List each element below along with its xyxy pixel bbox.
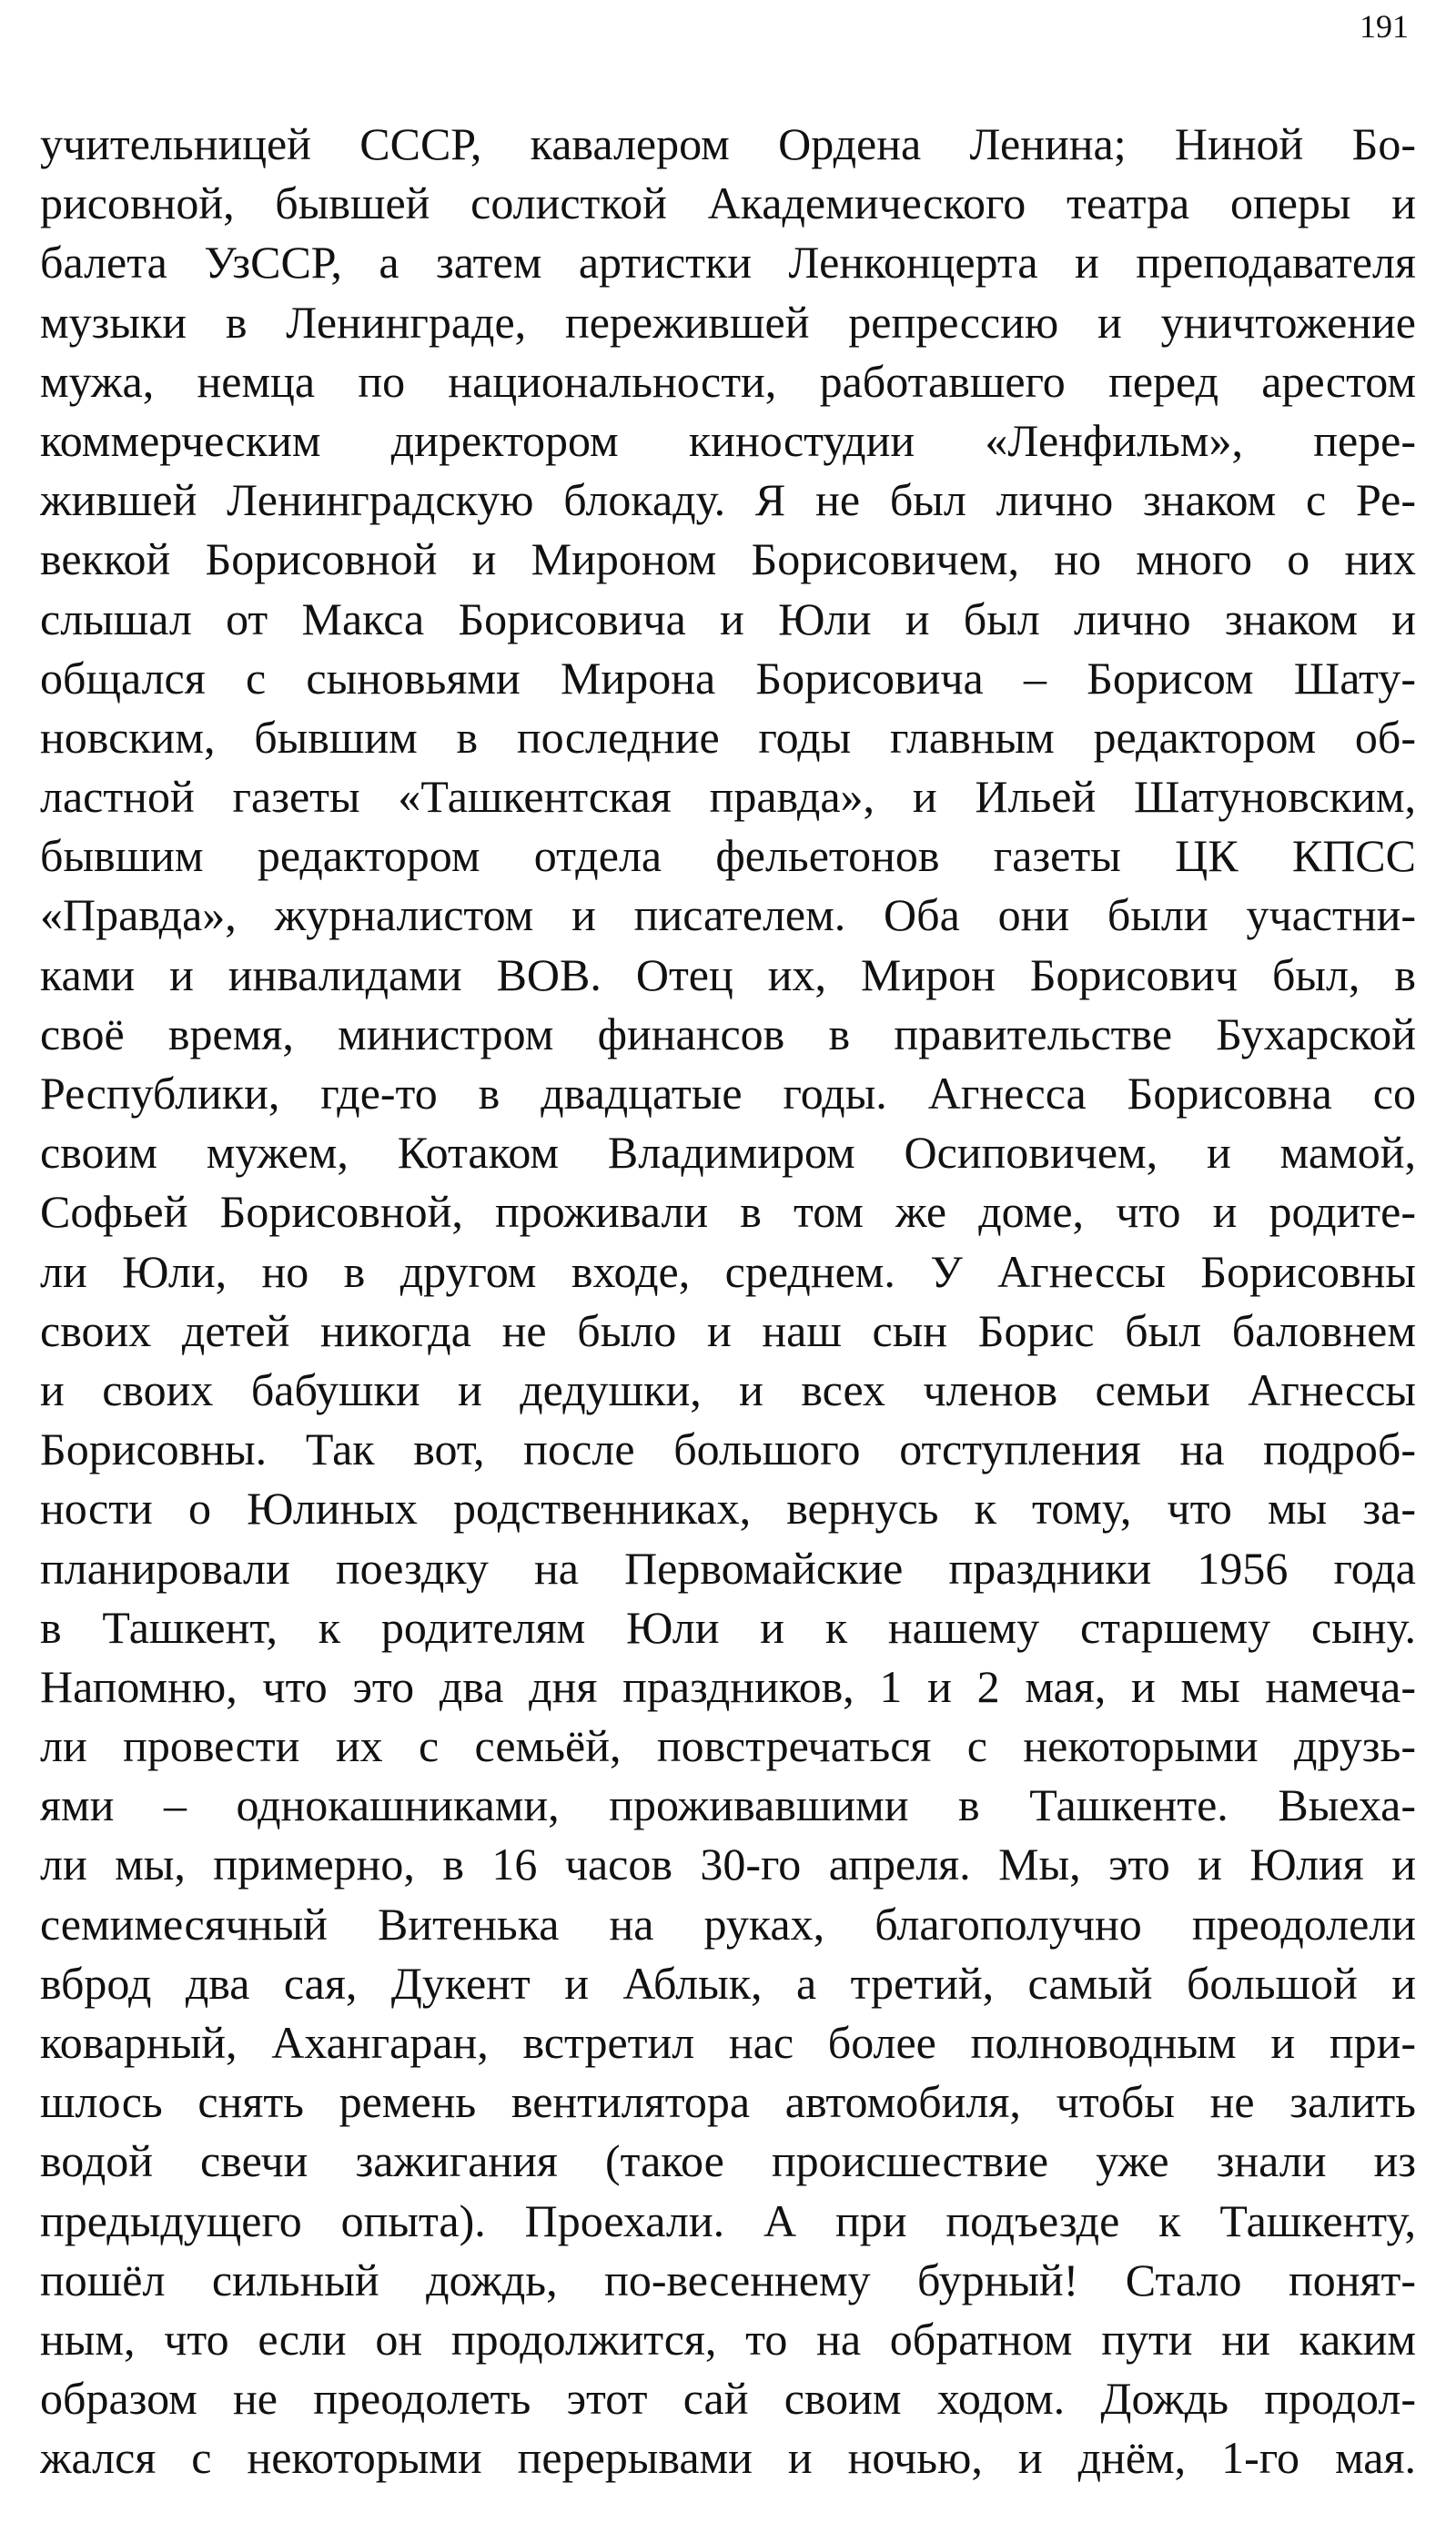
text-line: своим мужем, Котаком Владимиром Осиповичем, и мамой,: [40, 1127, 1416, 1179]
text-line: ли провести их с семьёй, повстречаться с некоторыми друзь-: [40, 1720, 1416, 1772]
text-line: музыки в Ленинграде, пережившей репрессию и уничтожение: [40, 296, 1416, 348]
body-text: [40, 115, 1416, 2488]
text-line: семимесячный Витенька на руках, благополучно преодолели: [40, 1898, 1416, 1950]
text-line: Борисовны. Так вот, после большого отступления на подроб-: [40, 1424, 1416, 1475]
text-line: предыдущего опыта). Проехали. А при подъезде к Ташкенту,: [40, 2194, 1416, 2246]
text-line: рисовной, бывшей солисткой Академического театра оперы и: [40, 177, 1416, 229]
text-line: ности о Юлиных родственниках, вернусь к тому, что мы за-: [40, 1483, 1416, 1535]
text-line: планировали поездку на Первомайские праздники 1956 года: [40, 1542, 1416, 1594]
text-line: ями – однокашниками, проживавшими в Ташкенте. Выеха-: [40, 1779, 1416, 1831]
text-line: ли мы, примерно, в 16 часов 30-го апреля. Мы, это и Юлия и: [40, 1839, 1416, 1890]
text-line: вброд два сая, Дукент и Аблык, а третий, самый большой и: [40, 1957, 1416, 2009]
text-line: в Ташкент, к родителям Юли и к нашему старшему сыну.: [40, 1601, 1416, 1653]
text-line: ластной газеты «Ташкентская правда», и Ильей Шатуновским,: [40, 771, 1416, 823]
page-number: 191: [1360, 8, 1409, 45]
text-line: учительницей СССР, кавалером Ордена Ленина; Ниной Бо-: [40, 118, 1416, 169]
text-line: слышал от Макса Борисовича и Юли и был лично знаком и: [40, 593, 1416, 644]
text-line: бывшим редактором отдела фельетонов газеты ЦК КПСС: [40, 830, 1416, 882]
text-line: ками и инвалидами ВОВ. Отец их, Мирон Борисович был, в: [40, 948, 1416, 1000]
text-line: своё время, министром финансов в правительстве Бухарской: [40, 1008, 1416, 1059]
text-line: веккой Борисовной и Мироном Борисовичем, но много о них: [40, 533, 1416, 585]
text-line: Напомню, что это два дня праздников, 1 и 2 мая, и мы намеча-: [40, 1660, 1416, 1712]
text-line: Республики, где-то в двадцатые годы. Агнесса Борисовна со: [40, 1068, 1416, 1119]
text-line: коварный, Ахангаран, встретил нас более полноводным и при-: [40, 2017, 1416, 2068]
text-line: шлось снять ремень вентилятора автомобиля, чтобы не залить: [40, 2076, 1416, 2128]
text-line: мужа, немца по национальности, работавшего перед арестом: [40, 355, 1416, 407]
text-line: общался с сыновьями Мирона Борисовича – Борисом Шату-: [40, 652, 1416, 704]
text-line: ли Юли, но в другом входе, среднем. У Агнессы Борисовны: [40, 1245, 1416, 1297]
text-line: коммерческим директором киностудии «Ленфильм», пере-: [40, 414, 1416, 466]
text-line: жившей Ленинградскую блокаду. Я не был лично знаком с Ре-: [40, 474, 1416, 526]
text-line: образом не преодолеть этот сай своим ходом. Дождь продол-: [40, 2373, 1416, 2425]
text-line: водой свечи зажигания (такое происшествие уже знали из: [40, 2135, 1416, 2187]
text-line: жался с некоторыми перерывами и ночью, и днём, 1-го мая.: [40, 2432, 1416, 2484]
text-line: новским, бывшим в последние годы главным редактором об-: [40, 711, 1416, 763]
text-line: ным, что если он продолжится, то на обратном пути ни каким: [40, 2313, 1416, 2365]
text-line: и своих бабушки и дедушки, и всех членов семьи Агнессы: [40, 1363, 1416, 1415]
text-line: своих детей никогда не было и наш сын Борис был баловнем: [40, 1304, 1416, 1356]
text-line: Софьей Борисовной, проживали в том же доме, что и родите-: [40, 1186, 1416, 1238]
text-line: балета УзССР, а затем артистки Ленконцерта и преподавателя: [40, 237, 1416, 289]
text-line: пошёл сильный дождь, по-весеннему бурный! Стало понят-: [40, 2254, 1416, 2305]
text-line: «Правда», журналистом и писателем. Оба они были участни-: [40, 889, 1416, 941]
